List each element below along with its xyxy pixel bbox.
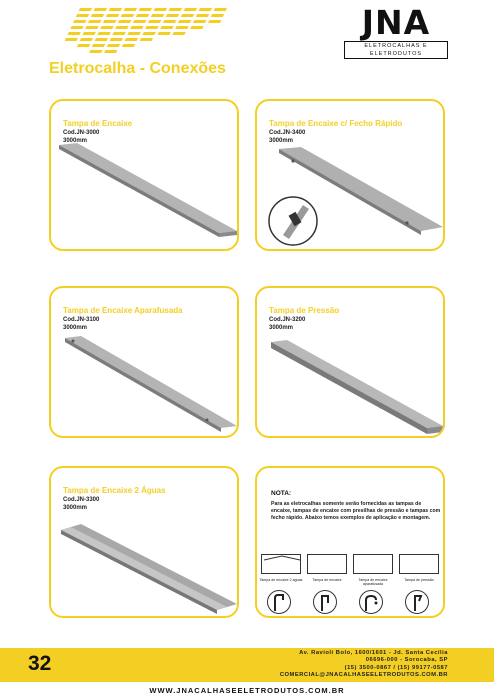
product-title: Tampa de Encaixe Aparafusada: [63, 306, 183, 315]
diagram-label: Tampa de encaixe aparafusada: [358, 578, 388, 587]
detail-circle-icon: [359, 590, 383, 614]
product-card-tampa-fecho-rapido: [255, 99, 445, 251]
contact-email: COMERCIAL@JNACALHASEELETRODUTOS.COM.BR: [279, 672, 448, 679]
product-code: Cod.JN-3300: [63, 497, 100, 503]
product-title: Tampa de Encaixe 2 Águas: [63, 486, 166, 495]
product-card-tampa-aparafusada: [49, 286, 239, 438]
product-length: 3000mm: [269, 138, 294, 144]
footer-bar: [0, 648, 494, 682]
diagram-box-encaixe: [307, 554, 347, 574]
diagram-box-aparafusada: [353, 554, 393, 574]
product-length: 3000mm: [63, 505, 88, 511]
page-number: 32: [28, 652, 52, 675]
phone-numbers: (15) 3500-0867 / (15) 99177-0587: [344, 664, 448, 671]
footer-address: [280, 650, 448, 680]
product-code: Cod.JN-3400: [269, 130, 306, 136]
detail-circle-icon: [405, 590, 429, 614]
product-length: 3000mm: [63, 138, 88, 144]
diagram-label: Tampa de encaixe 2 águas: [259, 578, 303, 582]
product-title: Tampa de Pressão: [269, 306, 340, 315]
logo-text: JNA: [361, 3, 431, 42]
diagram-box-pressao: [399, 554, 439, 574]
decorative-grid-pattern: [58, 8, 228, 58]
note-title: NOTA:: [271, 490, 292, 497]
website-url: WWW.JNACALHASEELETRODUTOS.COM.BR: [149, 686, 345, 695]
address-line: 06696-000 - Sorocaba, SP: [365, 657, 448, 664]
product-title: Tampa de Encaixe c/ Fecho Rápido: [269, 119, 403, 128]
diagram-box-2-aguas: [261, 554, 301, 574]
product-card-tampa-pressao: [255, 286, 445, 438]
detail-circle-icon: [313, 590, 337, 614]
product-code: Cod.JN-3100: [63, 317, 100, 323]
page-title: Eletrocalha - Conexões: [49, 60, 226, 77]
product-length: 3000mm: [269, 325, 294, 331]
product-code: Cod.JN-3000: [63, 130, 100, 136]
product-length: 3000mm: [63, 325, 88, 331]
detail-circle-icon: [267, 590, 291, 614]
diagram-label: Tampa de pressão: [404, 578, 434, 582]
note-text: Para as eletrocalhas somente serão fornecidas as tampas de encaixe, tampas de encaixe com presilhas de pressão e tampas com fecho rápido. Abaixo temos exemplos de aplicação e montagem.: [271, 501, 441, 521]
product-card-tampa-2-aguas: [49, 466, 239, 618]
product-card-tampa-encaixe: [49, 99, 239, 251]
product-title: Tampa de Encaixe: [63, 119, 133, 128]
address-line: Av. Ravioli Bolo, 1600/1601 - Jd. Santa Cecília: [299, 650, 448, 656]
logo-subtitle: ELETROCALHAS E ELETRODUTOS: [344, 41, 448, 59]
company-logo: [344, 3, 448, 57]
diagram-label: Tampa de encaixe: [312, 578, 342, 582]
product-code: Cod.JN-3200: [269, 317, 306, 323]
note-card: [255, 466, 445, 618]
